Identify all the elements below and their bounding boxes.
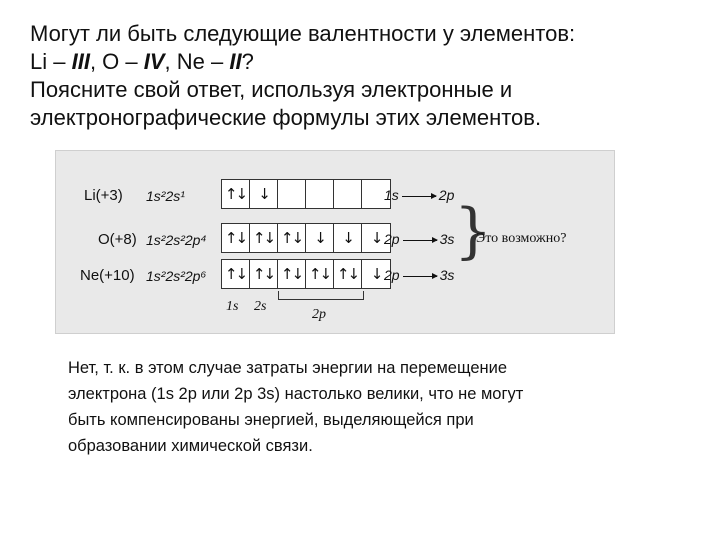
config-ne: 1s²2s²2p⁶ [146,268,207,284]
orbital-cell: ↑↓ [222,180,250,208]
transition-li [384,187,454,203]
transition-ne [384,267,454,283]
ne-label: , Ne – [164,49,230,74]
o-label: , O – [89,49,144,74]
orbital-cell: ↑↓ [334,260,362,288]
answer-line-1: Нет, т. к. в этом случае затраты энергии на перемещение [68,359,508,377]
answer-line-2: электрона (1s 2p или 2p 3s) настолько велики, что не могут [68,385,524,403]
orbital-cell [306,180,334,208]
orbital-boxes-o [221,223,391,253]
orbital-cell: ↑↓ [222,224,250,252]
sublevel-1s: 1s [226,299,239,314]
orbital-cell [334,180,362,208]
config-o: 1s²2s²2p⁴ [146,232,207,248]
arrow-right-icon [403,276,437,277]
orbital-cell: ↑↓ [250,260,278,288]
orbital-boxes-li [221,179,391,209]
orbital-cell: ↓ [370,265,382,283]
question-mark: ? [241,49,254,74]
element-label-o: O(+8) [98,231,137,248]
o-valence: IV [143,49,165,74]
orbital-cell: ↓ [306,224,334,252]
transition-o [384,231,454,247]
sublevel-2p: 2p [312,307,326,322]
orbital-cell: ↑↓ [222,260,250,288]
verdict-text: Это возможно? [476,231,567,246]
orbital-cell: ↓ [334,224,362,252]
sublevel-2s: 2s [254,299,267,314]
li-valence: III [71,49,90,74]
answer-text [68,355,708,459]
sublevel-bracket [278,291,364,300]
transition-to: 3s [439,231,455,247]
li-label: Li – [30,49,72,74]
arrow-right-icon [403,240,437,241]
orbital-cell [278,180,306,208]
orbital-cell: ↓ [250,180,278,208]
transition-from: 1s [384,187,399,203]
orbital-boxes-ne [221,259,391,289]
arrow-right-icon [402,196,436,197]
transition-to: 2p [438,187,455,203]
answer-line-3: быть компенсированы энергией, выделяющейся при [68,411,474,429]
orbital-cell: ↓ [370,229,382,247]
element-label-ne: Ne(+10) [80,267,135,284]
element-label-li: Li(+3) [84,187,123,204]
orbital-diagram [55,150,615,334]
question-text [30,20,700,132]
orbital-cell: ↑↓ [278,224,306,252]
ne-valence: II [229,49,242,74]
question-line-4: электронографические формулы этих элементов. [30,105,542,130]
orbital-cell: ↑↓ [306,260,334,288]
question-line-2 [30,48,700,76]
right-brace-icon: } [454,196,493,266]
question-line-3: Поясните свой ответ, используя электронные и [30,77,513,102]
config-li: 1s²2s¹ [146,188,185,204]
question-line-1: Могут ли быть следующие валентности у элементов: [30,21,576,46]
transition-from: 2p [384,231,400,247]
orbital-cell: ↑↓ [278,260,306,288]
answer-line-4: образовании химической связи. [68,437,313,455]
transition-to: 3s [439,267,455,283]
transition-from: 2p [384,267,400,283]
orbital-cell: ↑↓ [250,224,278,252]
